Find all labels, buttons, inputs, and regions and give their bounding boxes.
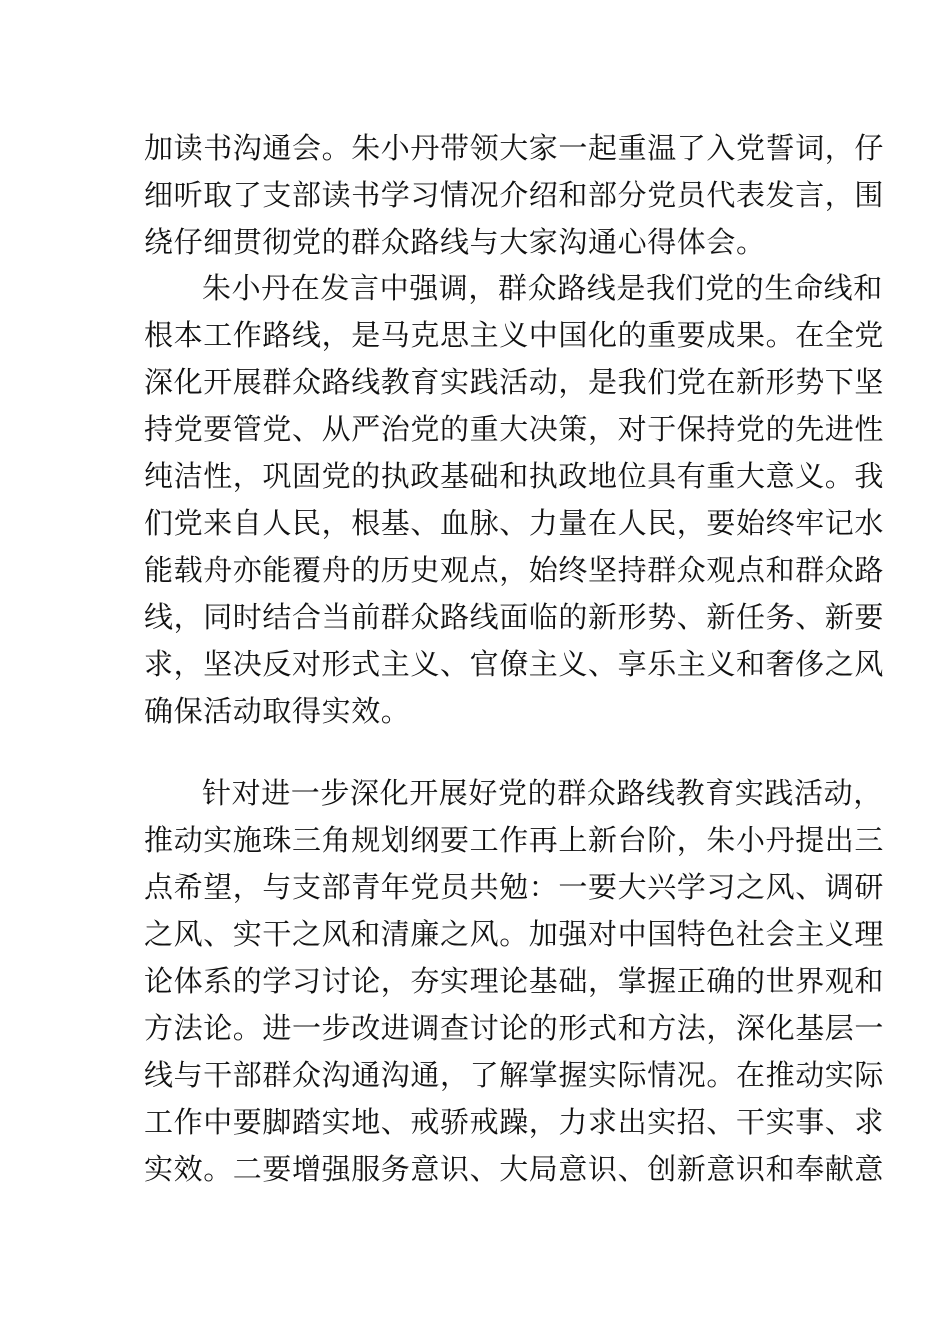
paragraph-line: 确保活动取得实效。 xyxy=(144,694,411,728)
paragraph-line: 朱小丹在发言中强调，群众路线是我们党的生命线和 xyxy=(202,271,883,305)
paragraph-line: 纯洁性，巩固党的执政基础和执政地位具有重大意义。我 xyxy=(144,459,885,493)
paragraph-line: 深化开展群众路线教育实践活动，是我们党在新形势下坚 xyxy=(144,365,885,399)
paragraph-line: 根本工作路线，是马克思主义中国化的重要成果。在全党 xyxy=(144,318,885,352)
paragraph-line: 工作中要脚踏实地、戒骄戒躁，力求出实招、干实事、求 xyxy=(144,1105,885,1139)
paragraph-line: 之风、实干之风和清廉之风。加强对中国特色社会主义理 xyxy=(144,917,885,951)
paragraph-line: 线，同时结合当前群众路线面临的新形势、新任务、新要 xyxy=(144,600,885,634)
paragraph-line: 能载舟亦能覆舟的历史观点，始终坚持群众观点和群众路 xyxy=(144,553,885,587)
paragraph-3 xyxy=(144,770,885,1193)
paragraph-line: 方法论。进一步改进调查讨论的形式和方法，深化基层一 xyxy=(144,1011,885,1045)
paragraph-line: 点希望，与支部青年党员共勉：一要大兴学习之风、调研 xyxy=(144,870,885,904)
paragraph-line: 们党来自人民，根基、血脉、力量在人民，要始终牢记水 xyxy=(144,506,885,540)
paragraph-line: 求，坚决反对形式主义、官僚主义、享乐主义和奢侈之风 xyxy=(144,647,885,681)
paragraph-line: 加读书沟通会。朱小丹带领大家一起重温了入党誓词，仔 xyxy=(144,131,885,165)
paragraph-line: 论体系的学习讨论，夯实理论基础，掌握正确的世界观和 xyxy=(144,964,885,998)
paragraph-line: 推动实施珠三角规划纲要工作再上新台阶，朱小丹提出三 xyxy=(144,823,885,857)
paragraph-line: 细听取了支部读书学习情况介绍和部分党员代表发言，围 xyxy=(144,178,885,212)
paragraph-line: 实效。二要增强服务意识、大局意识、创新意识和奉献意 xyxy=(144,1152,885,1186)
paragraph-line: 持党要管党、从严治党的重大决策，对于保持党的先进性 xyxy=(144,412,885,446)
paragraph-line: 绕仔细贯彻党的群众路线与大家沟通心得体会。 xyxy=(144,225,766,259)
paragraph-1 xyxy=(144,125,885,266)
paragraph-2 xyxy=(144,265,885,735)
paragraph-line: 针对进一步深化开展好党的群众路线教育实践活动， xyxy=(202,776,883,810)
paragraph-line: 线与干部群众沟通沟通，了解掌握实际情况。在推动实际 xyxy=(144,1058,885,1092)
